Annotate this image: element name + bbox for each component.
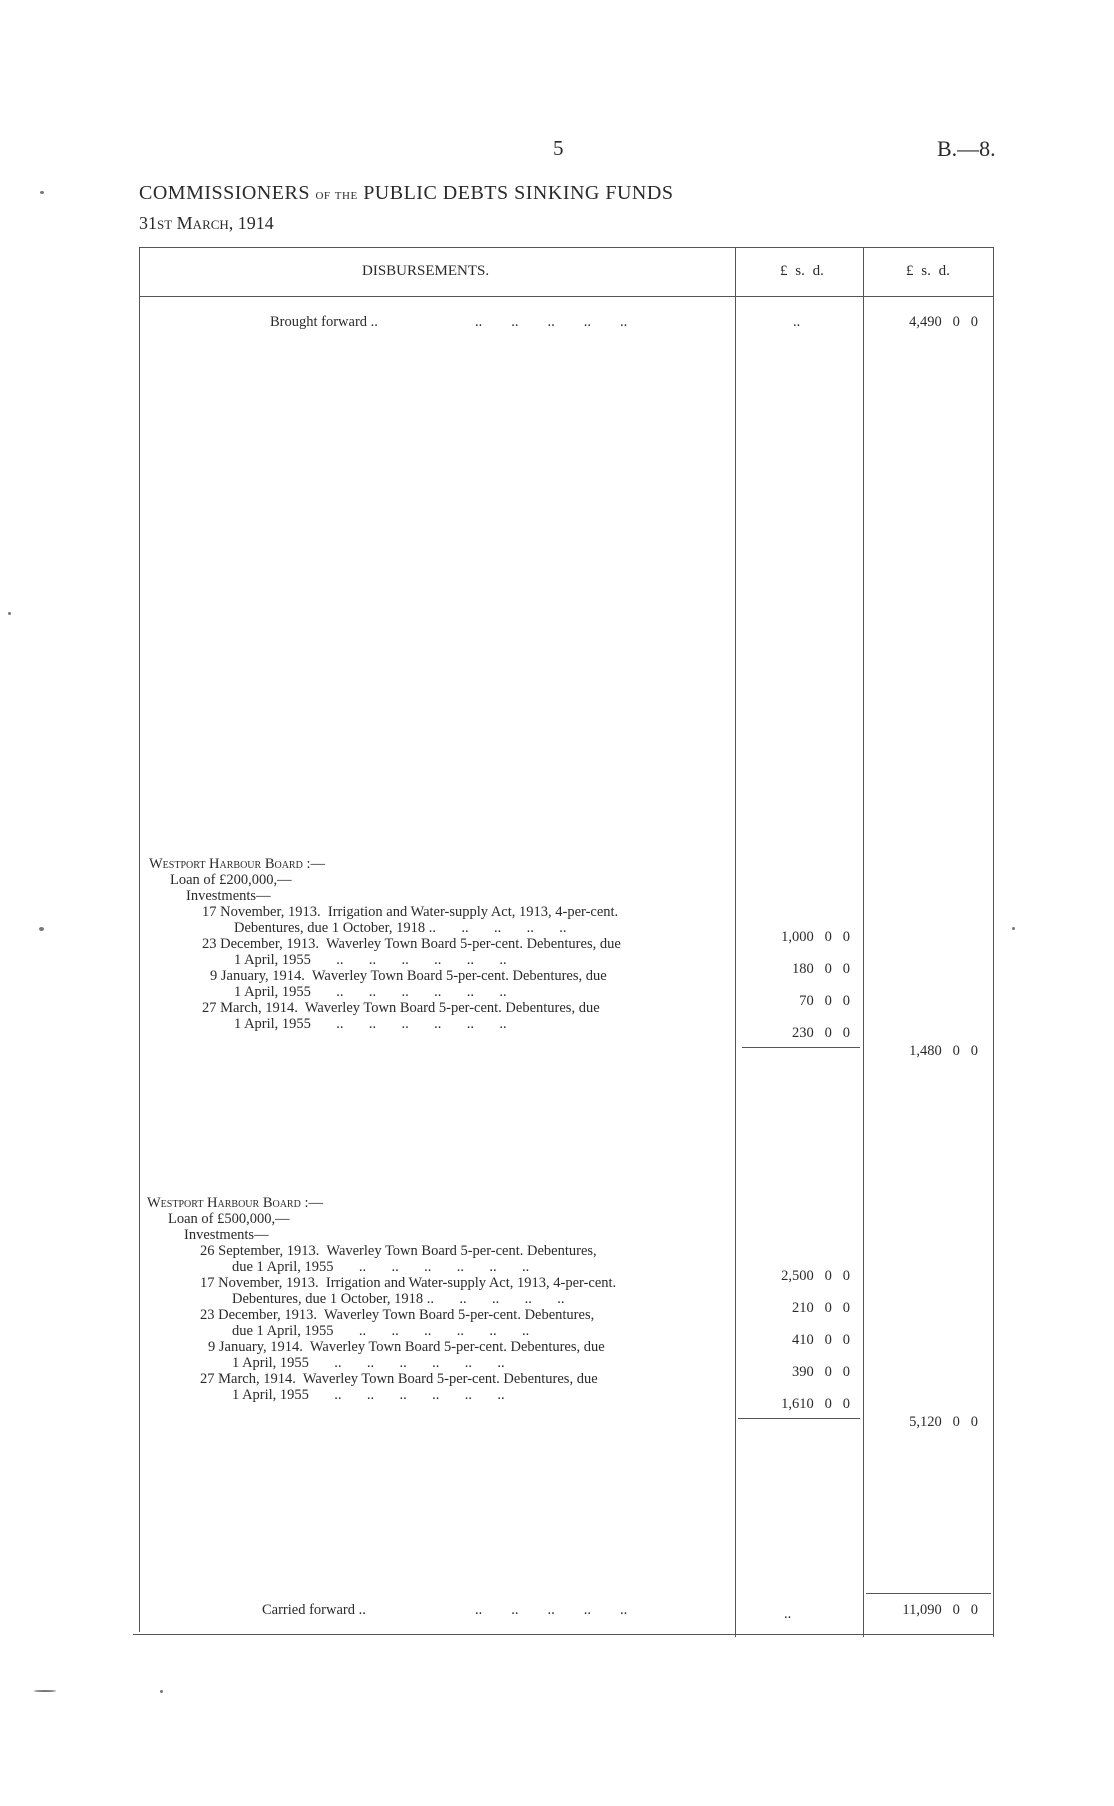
entry-amount: 2,500 0 0 bbox=[781, 1268, 850, 1284]
brought-forward-col1: .. bbox=[793, 314, 801, 330]
carried-forward-leader-dots: .. .. .. .. .. bbox=[475, 1602, 628, 1618]
title-part-3: PUBLIC DEBTS SINKING FUNDS bbox=[363, 182, 674, 204]
list-item: 9 January, 1914. Waverley Town Board 5-per-cent. Debentures, due bbox=[210, 968, 607, 984]
list-item: 17 November, 1913. Irrigation and Water-supply Act, 1913, 4-per-cent. bbox=[202, 904, 619, 920]
table-bottom-rule bbox=[133, 1634, 993, 1635]
section-1-investments-label: Investments— bbox=[186, 888, 271, 904]
pounds-shillings-pence-header-2: £ s. d. bbox=[906, 263, 950, 279]
subtotal-rule-2 bbox=[738, 1418, 860, 1419]
column-divider-1 bbox=[735, 247, 736, 1637]
brought-forward-leader-dots: .. .. .. .. .. bbox=[475, 314, 628, 330]
table-right-rule bbox=[993, 247, 994, 1637]
section-2-total: 5,120 0 0 bbox=[909, 1414, 978, 1430]
entry-amount: 210 0 0 bbox=[792, 1300, 850, 1316]
page-subtitle: 31st March, 1914 bbox=[139, 213, 274, 233]
entry-amount: 230 0 0 bbox=[792, 1025, 850, 1041]
section-1-loan: Loan of £200,000,— bbox=[170, 872, 292, 888]
list-item: 23 December, 1913. Waverley Town Board 5-per-cent. Debentures, due bbox=[202, 936, 621, 952]
page-number: 5 bbox=[553, 136, 564, 160]
carried-forward-rule bbox=[866, 1593, 991, 1594]
list-item: 1 April, 1955 .. .. .. .. .. .. bbox=[234, 1016, 507, 1032]
entry-amount: 1,610 0 0 bbox=[781, 1396, 850, 1412]
section-1-total: 1,480 0 0 bbox=[909, 1043, 978, 1059]
column-divider-2 bbox=[863, 247, 864, 1637]
list-item: due 1 April, 1955 .. .. .. .. .. .. bbox=[232, 1259, 530, 1275]
list-item: Debentures, due 1 October, 1918 .. .. .. .. .. bbox=[234, 920, 567, 936]
entry-amount: 180 0 0 bbox=[792, 961, 850, 977]
section-1-heading: Westport Harbour Board :— bbox=[149, 856, 325, 872]
list-item: 26 September, 1913. Waverley Town Board 5-per-cent. Debentures, bbox=[200, 1243, 597, 1259]
subtotal-rule-1 bbox=[742, 1047, 860, 1048]
entry-amount: 70 0 0 bbox=[799, 993, 850, 1009]
list-item: 1 April, 1955 .. .. .. .. .. .. bbox=[234, 952, 507, 968]
list-item: 1 April, 1955 .. .. .. .. .. .. bbox=[232, 1387, 505, 1403]
title-part-1: COMMISSIONERS bbox=[139, 182, 310, 204]
scan-speck bbox=[8, 612, 11, 615]
brought-forward-total: 4,490 0 0 bbox=[909, 314, 978, 330]
disbursements-header: DISBURSEMENTS. bbox=[362, 263, 490, 279]
document-reference: B.—8. bbox=[937, 136, 996, 161]
list-item: 17 November, 1913. Irrigation and Water-supply Act, 1913, 4-per-cent. bbox=[200, 1275, 617, 1291]
list-item: due 1 April, 1955 .. .. .. .. .. .. bbox=[232, 1323, 530, 1339]
scan-speck bbox=[40, 191, 44, 194]
carried-forward-total: 11,090 0 0 bbox=[902, 1602, 978, 1618]
carried-forward-label: Carried forward .. bbox=[262, 1602, 366, 1618]
list-item: 27 March, 1914. Waverley Town Board 5-per-cent. Debentures, due bbox=[200, 1371, 598, 1387]
list-item: 1 April, 1955 .. .. .. .. .. .. bbox=[234, 984, 507, 1000]
page-title bbox=[139, 182, 673, 205]
scan-speck bbox=[34, 1690, 56, 1692]
section-2-heading: Westport Harbour Board :— bbox=[147, 1195, 323, 1211]
carried-forward-col1: .. bbox=[784, 1606, 792, 1622]
pounds-shillings-pence-header-1: £ s. d. bbox=[780, 263, 824, 279]
table-left-rule bbox=[139, 247, 140, 1632]
title-part-2: of the bbox=[315, 187, 358, 203]
brought-forward-label: Brought forward .. bbox=[270, 314, 378, 330]
section-2-loan: Loan of £500,000,— bbox=[168, 1211, 290, 1227]
entry-amount: 390 0 0 bbox=[792, 1364, 850, 1380]
table-top-rule bbox=[139, 247, 994, 248]
entry-amount: 410 0 0 bbox=[792, 1332, 850, 1348]
scan-speck bbox=[39, 927, 44, 931]
list-item: 9 January, 1914. Waverley Town Board 5-per-cent. Debentures, due bbox=[208, 1339, 605, 1355]
list-item: 1 April, 1955 .. .. .. .. .. .. bbox=[232, 1355, 505, 1371]
scan-speck bbox=[160, 1690, 163, 1693]
list-item: 27 March, 1914. Waverley Town Board 5-per-cent. Debentures, due bbox=[202, 1000, 600, 1016]
list-item: 23 December, 1913. Waverley Town Board 5-per-cent. Debentures, bbox=[200, 1307, 595, 1323]
section-2-investments-label: Investments— bbox=[184, 1227, 269, 1243]
header-rule bbox=[139, 296, 994, 297]
scan-speck bbox=[1012, 927, 1015, 930]
list-item: Debentures, due 1 October, 1918 .. .. .. .. .. bbox=[232, 1291, 565, 1307]
entry-amount: 1,000 0 0 bbox=[781, 929, 850, 945]
